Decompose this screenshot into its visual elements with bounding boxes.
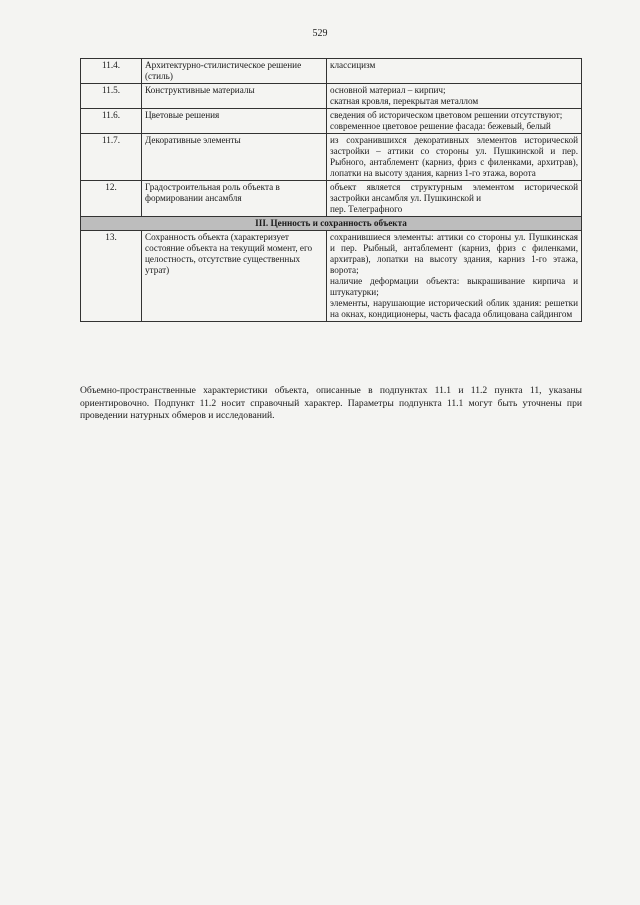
section-heading: III. Ценность и сохранность объекта: [81, 217, 582, 231]
row-number: 11.7.: [81, 134, 142, 181]
row-name: Сохранность объекта (характеризует состояние объекта на текущий момент, его целостность, отсутствие существенных утрат): [142, 231, 327, 322]
row-name: Архитектурно-стилистическое решение (стиль): [142, 59, 327, 84]
row-name: Конструктивные материалы: [142, 84, 327, 109]
value-line: из сохранившихся декоративных элементов исторической застройки – аттики со стороны ул. Пушкинской и пер. Рыбного, антаблемент (карниз, фриз с филенками, архитрав), лопатки на высоту здания, карниз 1-го этажа, ворота: [330, 135, 578, 178]
value-line: наличие деформации объекта: выкрашивание кирпича и штукатурки;: [330, 276, 578, 297]
table-row: [81, 181, 582, 217]
row-name: Цветовые решения: [142, 109, 327, 134]
section-header-row: [81, 217, 582, 231]
table-row: [81, 231, 582, 322]
table-row: [81, 84, 582, 109]
page-number: 529: [312, 28, 328, 39]
row-value: [327, 134, 582, 181]
row-value: [327, 59, 582, 84]
row-value: [327, 231, 582, 322]
row-name: Декоративные элементы: [142, 134, 327, 181]
footnote-paragraph: Объемно-пространственные характеристики объекта, описанные в подпунктах 11.1 и 11.2 пункта 11, указаны ориентировочно. Подпункт 11.2 носит справочный характер. Параметры подпункта 11.1 могут быть уточнены при проведении натурных обмеров и исследований.: [80, 385, 582, 421]
table-row: [81, 59, 582, 84]
value-line: современное цветовое решение фасада: бежевый, белый: [330, 121, 551, 131]
value-line: основной материал – кирпич;: [330, 85, 446, 95]
table-row: [81, 134, 582, 181]
row-name: Градостроительная роль объекта в формировании ансамбля: [142, 181, 327, 217]
value-line: скатная кровля, перекрытая металлом: [330, 96, 479, 106]
row-number: 11.6.: [81, 109, 142, 134]
row-value: [327, 84, 582, 109]
characteristics-table: [80, 58, 582, 322]
row-value: [327, 109, 582, 134]
value-line: объект является структурным элементом исторической застройки ансамбля ул. Пушкинской и: [330, 182, 578, 203]
row-value: [327, 181, 582, 217]
row-number: 12.: [81, 181, 142, 217]
row-number: 11.5.: [81, 84, 142, 109]
value-line: сохранившиеся элементы: аттики со стороны ул. Пушкинская и пер. Рыбный, антаблемент (карниз, фриз с филенками, архитрав), лопатки на высоту здания, карниз 1-го этажа, ворота;: [330, 232, 578, 275]
table-row: [81, 109, 582, 134]
row-number: 13.: [81, 231, 142, 322]
value-line: элементы, нарушающие исторический облик здания: решетки на окнах, кондиционеры, часть фасада облицована сайдингом: [330, 298, 578, 319]
value-line: классицизм: [330, 60, 376, 70]
row-number: 11.4.: [81, 59, 142, 84]
value-line: сведения об историческом цветовом решении отсутствуют;: [330, 110, 563, 120]
value-line: пер. Телеграфного: [330, 204, 403, 214]
